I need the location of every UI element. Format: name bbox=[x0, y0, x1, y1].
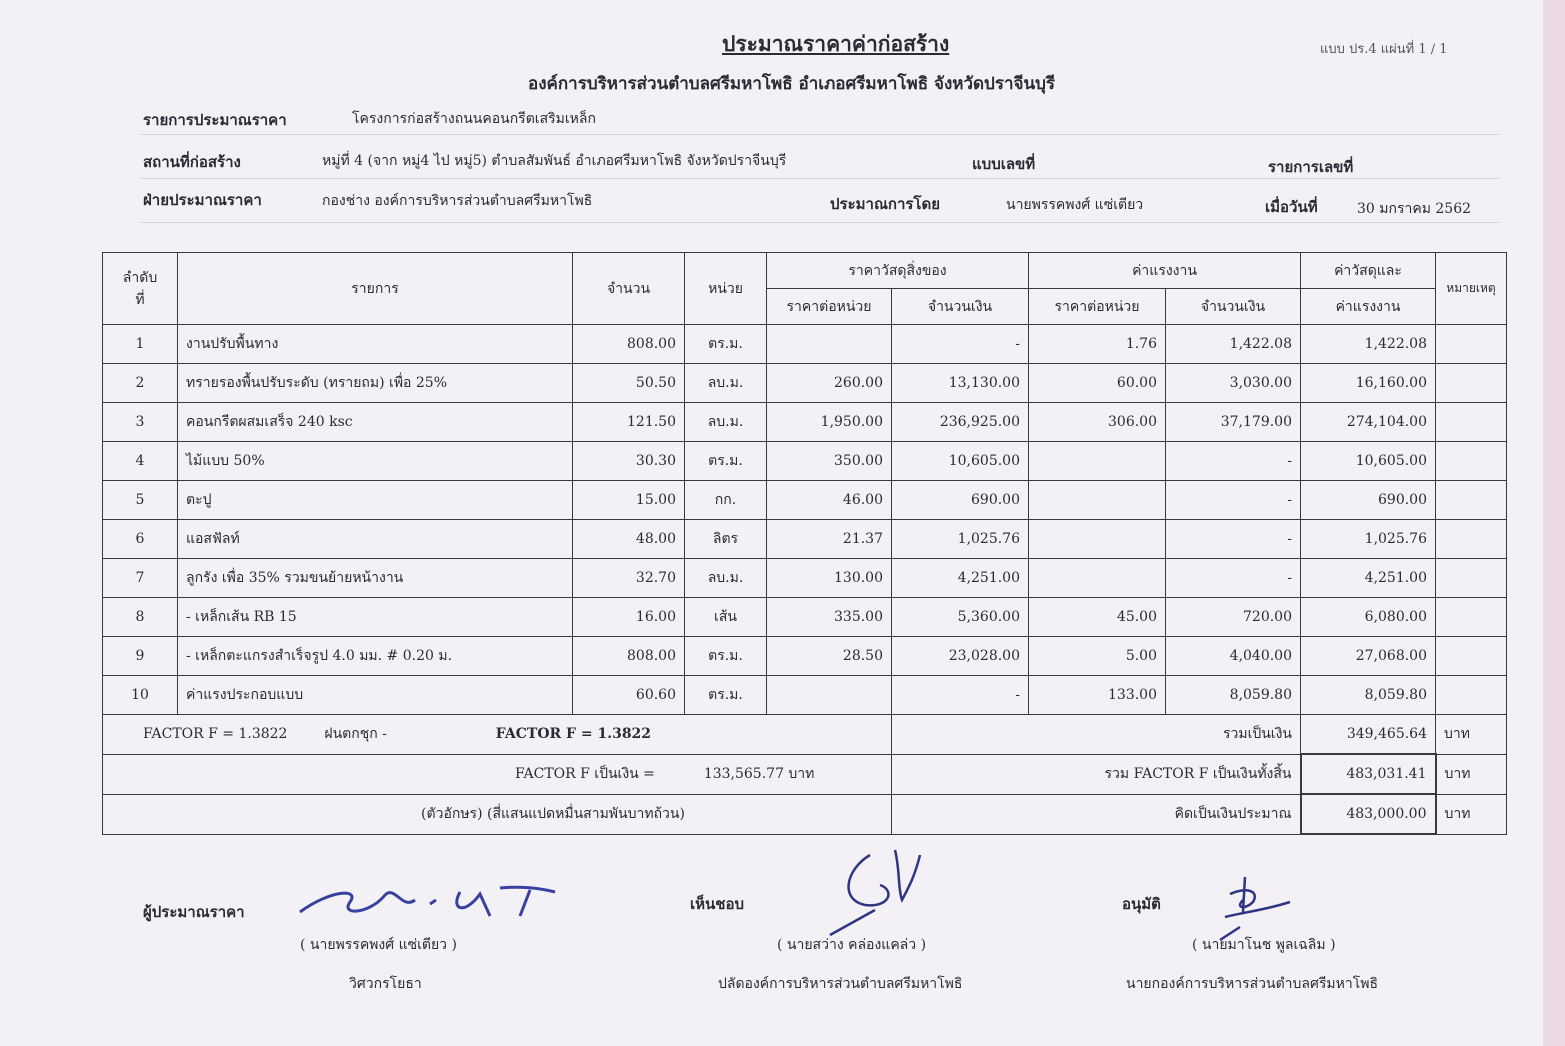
row-total: 27,068.00 bbox=[1301, 637, 1436, 676]
factor-money-cell bbox=[103, 754, 892, 794]
form-reference: แบบ ปร.4 แผ่นที่ 1 / 1 bbox=[1320, 42, 1448, 57]
row-lab-unit-price bbox=[1029, 442, 1166, 481]
row-qty: 808.00 bbox=[573, 325, 685, 364]
item-label: รายการประมาณราคา bbox=[143, 111, 287, 129]
row-mat-unit-price: 28.50 bbox=[767, 637, 892, 676]
row-unit: ลิตร bbox=[685, 520, 767, 559]
row-mat-unit-price: 350.00 bbox=[767, 442, 892, 481]
site-value: หมู่ที่ 4 (จาก หมู่4 ไป หมู่5) ตำบลสัมพันธ์ อำเภอศรีมหาโพธิ จังหวัดปราจีนบุรี bbox=[322, 153, 787, 169]
row-total: 1,422.08 bbox=[1301, 325, 1436, 364]
grand-label: รวม FACTOR F เป็นเงินทั้งสิ้น bbox=[892, 754, 1301, 794]
sum-value: 349,465.64 bbox=[1301, 715, 1436, 755]
approx-unit: บาท bbox=[1436, 794, 1507, 834]
row-remark bbox=[1436, 520, 1507, 559]
row-total: 10,605.00 bbox=[1301, 442, 1436, 481]
row-item: - เหล็กตะแกรงสำเร็จรูป 4.0 มม. # 0.20 ม. bbox=[178, 637, 573, 676]
row-mat-amount: 13,130.00 bbox=[892, 364, 1029, 403]
approve-role: อนุมัติ bbox=[1122, 895, 1161, 913]
cost-estimate-table bbox=[102, 252, 1507, 835]
factor-cell bbox=[103, 715, 892, 755]
dept-label: ฝ่ายประมาณราคา bbox=[143, 191, 262, 209]
row-item: - เหล็กเส้น RB 15 bbox=[178, 598, 573, 637]
header-mat-unit-price: ราคาต่อหน่วย bbox=[767, 289, 892, 325]
header-mat-amount: จำนวนเงิน bbox=[892, 289, 1029, 325]
row-qty: 16.00 bbox=[573, 598, 685, 637]
sum-label: รวมเป็นเงิน bbox=[892, 715, 1301, 755]
row-total: 8,059.80 bbox=[1301, 676, 1436, 715]
row-item: แอสฟัลท์ bbox=[178, 520, 573, 559]
row-mat-unit-price: 130.00 bbox=[767, 559, 892, 598]
row-total: 6,080.00 bbox=[1301, 598, 1436, 637]
row-lab-amount: 8,059.80 bbox=[1166, 676, 1301, 715]
date-label: เมื่อวันที่ bbox=[1265, 198, 1318, 216]
row-mat-unit-price bbox=[767, 325, 892, 364]
header-lab-amount: จำนวนเงิน bbox=[1166, 289, 1301, 325]
row-lab-unit-price: 60.00 bbox=[1029, 364, 1166, 403]
row-mat-amount: 5,360.00 bbox=[892, 598, 1029, 637]
approx-value: 483,000.00 bbox=[1301, 794, 1436, 834]
row-number: 2 bbox=[103, 364, 178, 403]
table-row bbox=[103, 637, 1507, 676]
estimator-signature bbox=[290, 880, 580, 930]
row-number: 8 bbox=[103, 598, 178, 637]
row-remark bbox=[1436, 598, 1507, 637]
row-number: 9 bbox=[103, 637, 178, 676]
row-total: 16,160.00 bbox=[1301, 364, 1436, 403]
row-qty: 808.00 bbox=[573, 637, 685, 676]
row-item: ไม้แบบ 50% bbox=[178, 442, 573, 481]
row-unit: ลบ.ม. bbox=[685, 559, 767, 598]
row-lab-unit-price: 5.00 bbox=[1029, 637, 1166, 676]
row-mat-unit-price: 21.37 bbox=[767, 520, 892, 559]
approx-label: คิดเป็นเงินประมาณ bbox=[892, 794, 1301, 834]
row-total: 4,251.00 bbox=[1301, 559, 1436, 598]
row-remark bbox=[1436, 364, 1507, 403]
row-qty: 32.70 bbox=[573, 559, 685, 598]
row-lab-amount: 1,422.08 bbox=[1166, 325, 1301, 364]
words-row bbox=[103, 794, 1507, 834]
factor-text: FACTOR F = 1.3822 bbox=[143, 726, 288, 743]
plan-no-label: แบบเลขที่ bbox=[972, 155, 1036, 173]
row-mat-amount: 23,028.00 bbox=[892, 637, 1029, 676]
row-item: งานปรับพื้นทาง bbox=[178, 325, 573, 364]
grand-value: 483,031.41 bbox=[1301, 754, 1436, 794]
row-lab-unit-price bbox=[1029, 481, 1166, 520]
row-number: 3 bbox=[103, 403, 178, 442]
row-mat-unit-price: 260.00 bbox=[767, 364, 892, 403]
grand-unit: บาท bbox=[1436, 754, 1507, 794]
row-total: 1,025.76 bbox=[1301, 520, 1436, 559]
row-remark bbox=[1436, 559, 1507, 598]
factor-money-value: 133,565.77 บาท bbox=[703, 766, 815, 782]
row-qty: 121.50 bbox=[573, 403, 685, 442]
amount-in-words: (ตัวอักษร) (สี่แสนแปดหมื่นสามพันบาทถ้วน) bbox=[103, 794, 892, 834]
row-lab-amount: 37,179.00 bbox=[1166, 403, 1301, 442]
row-lab-amount: - bbox=[1166, 559, 1301, 598]
divider-line bbox=[140, 222, 1500, 223]
row-remark bbox=[1436, 481, 1507, 520]
approve-title: นายกองค์การบริหารส่วนตำบลศรีมหาโพธิ bbox=[1126, 976, 1379, 992]
estimator-name: ( นายพรรคพงศ์ แซ่เตียว ) bbox=[300, 937, 457, 953]
factor-money-row bbox=[103, 754, 1507, 794]
row-mat-amount: 4,251.00 bbox=[892, 559, 1029, 598]
header-unit: หน่วย bbox=[685, 253, 767, 325]
approve-name: ( นายมาโนช พูลเฉลิม ) bbox=[1192, 937, 1336, 953]
row-lab-amount: 4,040.00 bbox=[1166, 637, 1301, 676]
table-row bbox=[103, 559, 1507, 598]
row-number: 5 bbox=[103, 481, 178, 520]
row-mat-amount: - bbox=[892, 325, 1029, 364]
row-unit: ลบ.ม. bbox=[685, 364, 767, 403]
header-material: ราคาวัสดุสิ่งของ bbox=[767, 253, 1029, 289]
row-unit: กก. bbox=[685, 481, 767, 520]
row-unit: ตร.ม. bbox=[685, 442, 767, 481]
row-mat-unit-price: 1,950.00 bbox=[767, 403, 892, 442]
table-row bbox=[103, 676, 1507, 715]
row-lab-amount: - bbox=[1166, 442, 1301, 481]
row-remark bbox=[1436, 403, 1507, 442]
row-item: ค่าแรงประกอบแบบ bbox=[178, 676, 573, 715]
factor-money-label: FACTOR F เป็นเงิน = bbox=[515, 766, 655, 782]
row-mat-amount: 10,605.00 bbox=[892, 442, 1029, 481]
row-lab-amount: 720.00 bbox=[1166, 598, 1301, 637]
row-mat-amount: 690.00 bbox=[892, 481, 1029, 520]
list-no-label: รายการเลขที่ bbox=[1268, 158, 1354, 176]
row-unit: เส้น bbox=[685, 598, 767, 637]
table-row bbox=[103, 442, 1507, 481]
row-unit: ตร.ม. bbox=[685, 325, 767, 364]
row-mat-amount: 236,925.00 bbox=[892, 403, 1029, 442]
row-qty: 15.00 bbox=[573, 481, 685, 520]
document-title: ประมาณราคาค่าก่อสร้าง bbox=[722, 31, 950, 56]
row-item: คอนกรีตผสมเสร็จ 240 ksc bbox=[178, 403, 573, 442]
row-total: 274,104.00 bbox=[1301, 403, 1436, 442]
header-qty: จำนวน bbox=[573, 253, 685, 325]
sum-unit: บาท bbox=[1436, 715, 1507, 755]
row-lab-unit-price bbox=[1029, 559, 1166, 598]
row-lab-unit-price: 1.76 bbox=[1029, 325, 1166, 364]
row-lab-amount: - bbox=[1166, 520, 1301, 559]
row-qty: 50.50 bbox=[573, 364, 685, 403]
row-mat-amount: 1,025.76 bbox=[892, 520, 1029, 559]
row-qty: 48.00 bbox=[573, 520, 685, 559]
estimator-label: ประมาณการโดย bbox=[830, 195, 941, 213]
row-lab-unit-price: 306.00 bbox=[1029, 403, 1166, 442]
row-qty: 60.60 bbox=[573, 676, 685, 715]
row-unit: ลบ.ม. bbox=[685, 403, 767, 442]
row-number: 4 bbox=[103, 442, 178, 481]
approve-signature bbox=[1205, 872, 1305, 942]
row-lab-amount: - bbox=[1166, 481, 1301, 520]
header-remark: หมายเหตุ bbox=[1436, 253, 1507, 325]
agree-title: ปลัดองค์การบริหารส่วนตำบลศรีมหาโพธิ bbox=[718, 976, 963, 992]
site-label: สถานที่ก่อสร้าง bbox=[143, 153, 241, 171]
divider-line bbox=[140, 178, 1500, 179]
header-labor: ค่าแรงงาน bbox=[1029, 253, 1301, 289]
table-row bbox=[103, 598, 1507, 637]
header-seq: ลำดับ ที่ bbox=[103, 253, 178, 325]
rain-text: ฝนตกชุก - bbox=[324, 726, 387, 743]
row-mat-unit-price: 335.00 bbox=[767, 598, 892, 637]
estimator-title: วิศวกรโยธา bbox=[349, 976, 422, 992]
agree-name: ( นายสว่าง คล่องแคล่ว ) bbox=[777, 937, 927, 953]
table-row bbox=[103, 520, 1507, 559]
table-row bbox=[103, 403, 1507, 442]
table-row bbox=[103, 364, 1507, 403]
row-mat-unit-price bbox=[767, 676, 892, 715]
row-lab-unit-price bbox=[1029, 520, 1166, 559]
header-item: รายการ bbox=[178, 253, 573, 325]
row-remark bbox=[1436, 442, 1507, 481]
factor-row bbox=[103, 715, 1507, 755]
organization-line: องค์การบริหารส่วนตำบลศรีมหาโพธิ อำเภอศรีมหาโพธิ จังหวัดปราจีนบุรี bbox=[528, 74, 1056, 94]
agree-role: เห็นชอบ bbox=[690, 895, 744, 913]
table-header-row bbox=[103, 253, 1507, 289]
divider-line bbox=[140, 134, 1500, 135]
item-value: โครงการก่อสร้างถนนคอนกรีตเสริมเหล็ก bbox=[352, 111, 596, 127]
table-row bbox=[103, 481, 1507, 520]
row-number: 6 bbox=[103, 520, 178, 559]
row-number: 1 bbox=[103, 325, 178, 364]
date-value: 30 มกราคม 2562 bbox=[1357, 201, 1472, 217]
agree-signature bbox=[820, 830, 940, 940]
header-lab-unit-price: ราคาต่อหน่วย bbox=[1029, 289, 1166, 325]
row-item: ทรายรองพื้นปรับระดับ (ทรายถม) เพื่อ 25% bbox=[178, 364, 573, 403]
estimator-role: ผู้ประมาณราคา bbox=[143, 903, 245, 921]
header-total: ค่าวัสดุและ bbox=[1301, 253, 1436, 289]
estimator-value: นายพรรคพงศ์ แซ่เตียว bbox=[1006, 197, 1144, 213]
row-lab-amount: 3,030.00 bbox=[1166, 364, 1301, 403]
row-mat-unit-price: 46.00 bbox=[767, 481, 892, 520]
row-number: 7 bbox=[103, 559, 178, 598]
dept-value: กองช่าง องค์การบริหารส่วนตำบลศรีมหาโพธิ bbox=[322, 193, 593, 209]
row-remark bbox=[1436, 325, 1507, 364]
row-lab-unit-price: 45.00 bbox=[1029, 598, 1166, 637]
factor-bold: FACTOR F = 1.3822 bbox=[495, 726, 652, 743]
table-row bbox=[103, 325, 1507, 364]
row-number: 10 bbox=[103, 676, 178, 715]
row-unit: ตร.ม. bbox=[685, 637, 767, 676]
page-edge bbox=[1543, 0, 1565, 1046]
header-total-2: ค่าแรงงาน bbox=[1301, 289, 1436, 325]
row-remark bbox=[1436, 637, 1507, 676]
row-total: 690.00 bbox=[1301, 481, 1436, 520]
row-item: ลูกรัง เพื่อ 35% รวมขนย้ายหน้างาน bbox=[178, 559, 573, 598]
row-item: ตะปู bbox=[178, 481, 573, 520]
row-remark bbox=[1436, 676, 1507, 715]
row-mat-amount: - bbox=[892, 676, 1029, 715]
row-lab-unit-price: 133.00 bbox=[1029, 676, 1166, 715]
row-unit: ตร.ม. bbox=[685, 676, 767, 715]
row-qty: 30.30 bbox=[573, 442, 685, 481]
